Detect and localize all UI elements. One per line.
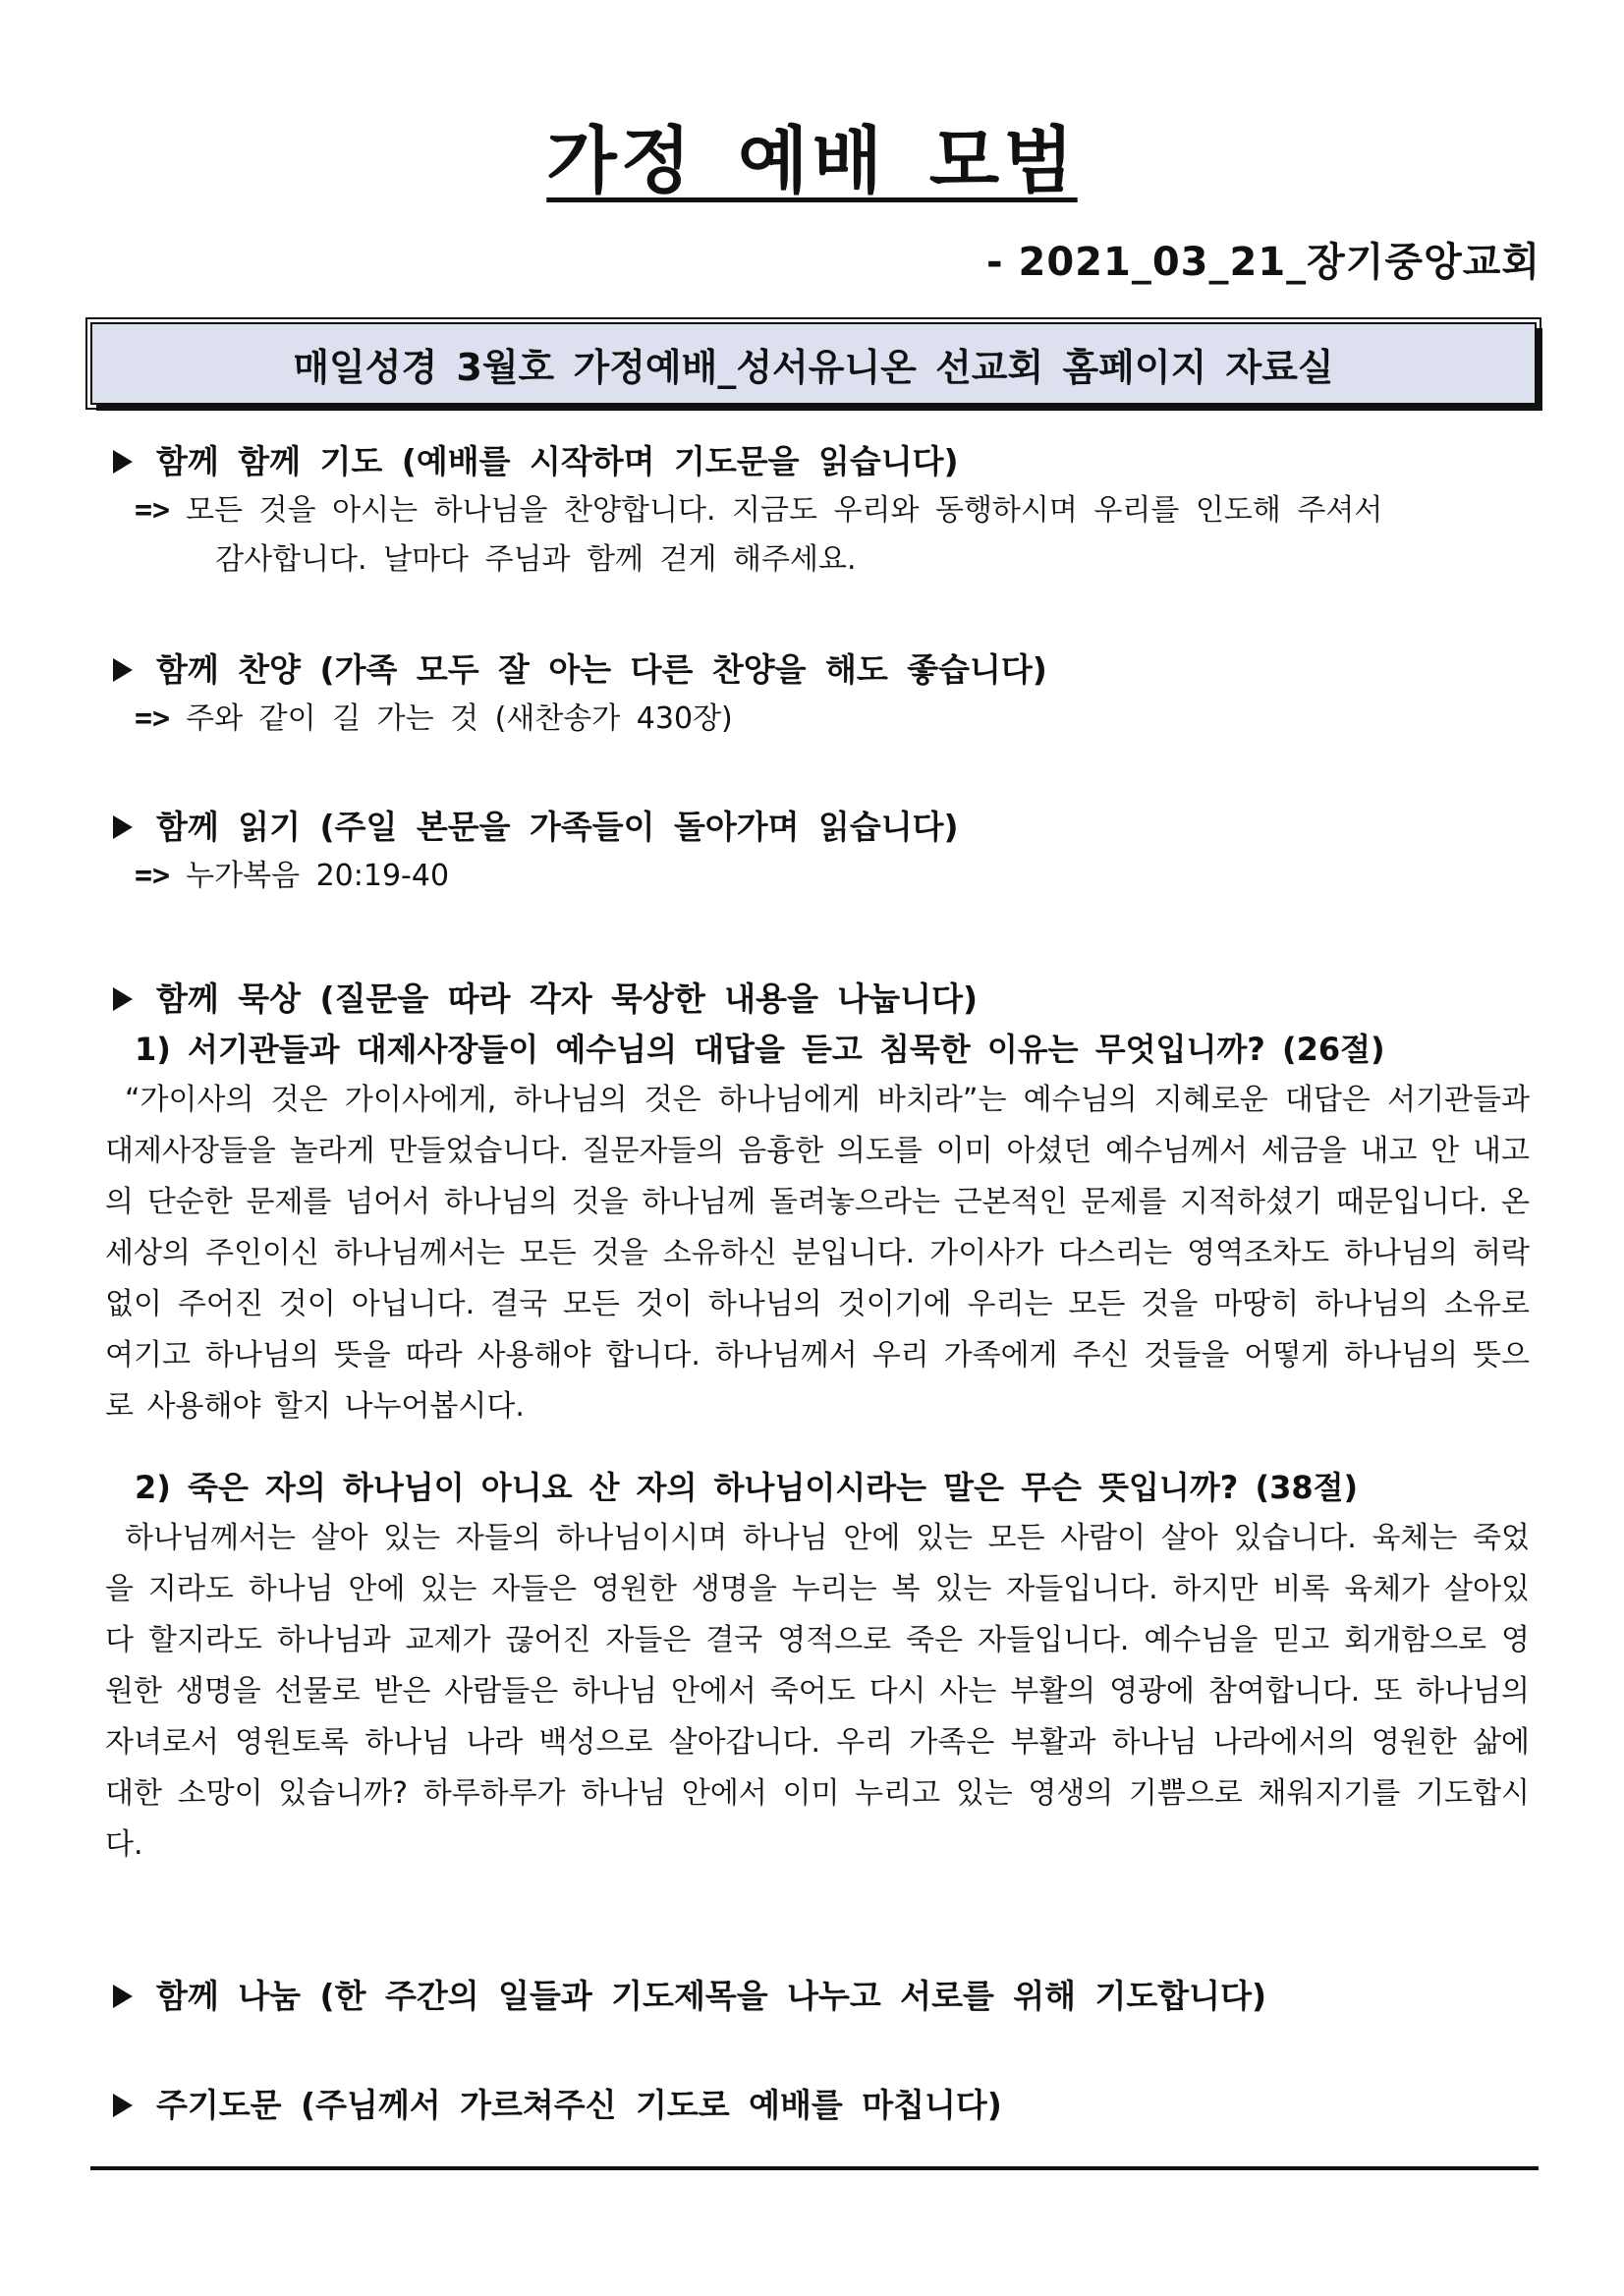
question-2: 2) 죽은 자의 하나님이 아니요 산 자의 하나님이시라는 말은 무슨 뜻입니까? (38절) xyxy=(135,1469,1359,1506)
heading-text: 함께 나눔 (한 주간의 일들과 기도제목을 나누고 서로를 위해 기도합니다) xyxy=(156,1977,1267,2015)
section-heading xyxy=(113,1972,1538,2021)
question-1: 1) 서기관들과 대제사장들이 예수님의 대답을 듣고 침묵한 이유는 무엇입니까? (26절) xyxy=(135,1031,1385,1068)
section-sharing xyxy=(113,1972,1538,2021)
dateline: - 2021_03_21_장기중앙교회 xyxy=(985,240,1540,285)
section-meditation xyxy=(105,975,1538,1871)
arrow-pointer: => xyxy=(135,493,171,528)
section-answer xyxy=(113,852,1538,901)
arrow-pointer: => xyxy=(135,859,171,893)
triangle-bullet-icon xyxy=(113,450,133,474)
section-heading xyxy=(113,975,1538,1024)
answer-text: 주와 같이 길 가는 것 (새찬송가 430장) xyxy=(186,701,733,736)
section-praise xyxy=(113,645,1538,744)
source-banner: 매일성경 3월호 가정예배_성서유니온 선교회 홈페이지 자료실 xyxy=(90,322,1537,405)
triangle-bullet-icon xyxy=(113,2094,133,2117)
triangle-bullet-icon xyxy=(113,1985,133,2008)
heading-text: 함께 묵상 (질문을 따라 각자 묵상한 내용을 나눕니다) xyxy=(156,980,979,1018)
document-title-text: 가정 예배 모범 xyxy=(546,119,1078,203)
answer-text xyxy=(186,486,1382,585)
triangle-bullet-icon xyxy=(113,815,133,839)
document-title xyxy=(0,103,1624,207)
heading-text: 함께 읽기 (주일 본문을 가족들이 돌아가며 읽습니다) xyxy=(156,808,959,846)
section-heading xyxy=(113,437,1538,486)
section-answer xyxy=(113,695,1538,744)
section-answer xyxy=(113,486,1538,585)
answer-line-2: 감사합니다. 날마다 주님과 함께 걷게 해주세요. xyxy=(215,542,857,577)
arrow-pointer: => xyxy=(135,701,171,736)
answer-paragraph-2: 하나님께서는 살아 있는 자들의 하나님이시며 하나님 안에 있는 모든 사람이 살아 있습니다. 육체는 죽었을 지라도 하나님 안에 있는 자들은 영원한 생명을 누리는 복 있는 자들입니다. 하지만 비록 육체가 살아있다 할지라도 하나님과 교제가 끊어진 자들은 결국 영적으로 죽은 자들입니다. 예수님을 믿고 회개함으로 영원한 생명을 선물로 받은 사람들은 하나님 안에서 죽어도 다시 사는 부활의 영광에 참여합니다. 또 하나님의 자녀로서 영원토록 하나님 나라 백성으로 살아갑니다. 우리 가족은 부활과 하나님 나라에서의 영원한 삶에 대한 소망이 있습니까? 하루하루가 하나님 안에서 이미 누리고 있는 영생의 기쁨으로 채워지기를 기도합시다. xyxy=(105,1521,1530,1862)
answer-paragraph-1: “가이사의 것은 가이사에게, 하나님의 것은 하나님에게 바치라”는 예수님의 지혜로운 대답은 서기관들과 대제사장들을 놀라게 만들었습니다. 질문자들의 음흉한 의도를 이미 아셨던 예수님께서 세금을 내고 안 내고의 단순한 문제를 넘어서 하나님의 것을 하나님께 돌려놓으라는 근본적인 문제를 지적하셨기 때문입니다. 온 세상의 주인이신 하나님께서는 모든 것을 소유하신 분입니다. 가이사가 다스리는 영역조차도 하나님의 허락 없이 주어진 것이 아닙니다. 결국 모든 것이 하나님의 것이기에 우리는 모든 것을 마땅히 하나님의 소유로 여기고 하나님의 뜻을 따라 사용해야 합니다. 하나님께서 우리 가족에게 주신 것들을 어떻게 하나님의 뜻으로 사용해야 할지 나누어봅시다. xyxy=(105,1083,1530,1424)
answer-line-1: 모든 것을 아시는 하나님을 찬양합니다. 지금도 우리와 동행하시며 우리를 인도해 주셔서 xyxy=(186,493,1383,528)
spacer xyxy=(113,1432,1538,1462)
heading-text: 주기도문 (주님께서 가르쳐주신 기도로 예배를 마칩니다) xyxy=(156,2086,1002,2124)
bottom-rule xyxy=(90,2166,1539,2170)
section-heading xyxy=(113,645,1538,695)
section-heading xyxy=(113,803,1538,852)
heading-text: 함께 찬양 (가족 모두 잘 아는 다른 찬양을 해도 좋습니다) xyxy=(156,650,1047,689)
triangle-bullet-icon xyxy=(113,658,133,682)
answer-text: 누가복음 20:19-40 xyxy=(186,859,450,893)
section-reading xyxy=(113,803,1538,901)
section-heading xyxy=(113,2081,1538,2130)
section-lords-prayer xyxy=(113,2081,1538,2130)
triangle-bullet-icon xyxy=(113,987,133,1011)
section-prayer xyxy=(113,437,1538,585)
heading-text: 함께 함께 기도 (예배를 시작하며 기도문을 읽습니다) xyxy=(156,442,959,480)
